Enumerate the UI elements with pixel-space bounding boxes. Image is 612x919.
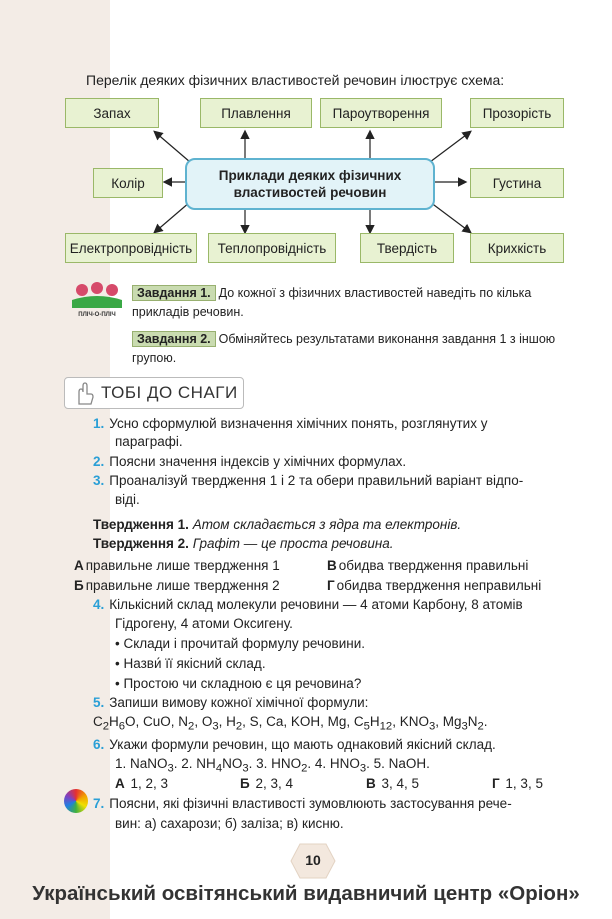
property-box: Густина	[470, 168, 564, 198]
task-label: Завдання 1.	[132, 285, 216, 301]
question-2	[93, 452, 406, 472]
statement-1: Твердження 1. Атом складається з ядра та електронів.	[93, 517, 462, 532]
question-number: 2.	[93, 454, 105, 469]
question-number: 6.	[93, 737, 105, 752]
question-number: 7.	[93, 796, 105, 811]
answer-b: Б 2, 3, 4	[240, 776, 293, 791]
group-work-icon	[68, 276, 126, 318]
color-wheel-icon	[64, 789, 88, 813]
page-number	[290, 843, 336, 879]
question-7-cont: вин: а) сахарози; б) заліза; в) кисню.	[115, 816, 344, 831]
property-box: Прозорість	[470, 98, 564, 128]
property-box: Пароутворення	[320, 98, 442, 128]
center-line: Приклади деяких фізичних	[218, 168, 402, 183]
question-text: Кількісний склад молекули речовини — 4 атоми Карбону, 8 атомів	[109, 597, 523, 612]
group-work-icon-text: ПЛІЧ-О-ПЛІЧ	[78, 312, 116, 318]
task-text: До кожної з фізичних властивостей наведіть по кілька прикладів речовин.	[132, 286, 532, 319]
page-number-text: 10	[305, 852, 321, 868]
center-line: властивостей речовин	[233, 185, 387, 200]
property-box: Електропровідність	[65, 233, 197, 263]
question-4-cont: Гідрогену, 4 атоми Оксигену.	[115, 616, 293, 631]
formula-options: 1. NaNO$_3$. 2. $NH_4NO_3$. 3. $HNO_2$. 4. $HNO_3$. 5. NaOH.	[115, 756, 430, 775]
option-a: А правильне лише твердження 1	[74, 558, 280, 573]
property-box: Крихкість	[470, 233, 564, 263]
question-text: Усно сформулюй визначення хімічних понять, розглянутих у	[109, 416, 488, 431]
question-1	[93, 414, 487, 434]
question-text: Запиши вимову кожної хімічної формули:	[109, 695, 369, 710]
diagram-center	[185, 158, 435, 210]
formula-list: $C_2H_6O$, CuO, $N_2$, $O_3$, $H_2$, S, Ca, KOH, Mg, $C_5H_{12}$, $KNO_3$, $Mg_3N_2$.	[93, 714, 488, 733]
question-4	[93, 595, 523, 615]
question-3	[93, 471, 523, 491]
question-text: Укажи формули речовин, що мають однаковий якісний склад.	[109, 737, 496, 752]
question-text: Поясни, які фізичні властивості зумовлюють застосування рече-	[109, 796, 512, 811]
task-2	[132, 330, 562, 368]
statement-2: Твердження 2. Графіт — це проста речовина.	[93, 536, 394, 551]
question-3-cont: віді.	[115, 492, 140, 507]
answer-v: В 3, 4, 5	[366, 776, 420, 791]
bullet-item: • Простою чи складною є ця речовина?	[115, 676, 362, 691]
question-number: 1.	[93, 416, 105, 431]
intro-text: Перелік деяких фізичних властивостей речовин ілюструє схема:	[86, 72, 505, 88]
answer-a: А 1, 2, 3	[115, 776, 169, 791]
publisher-footer: Український освітянський видавничий центр «Оріон»	[32, 882, 580, 905]
task-1	[132, 284, 562, 322]
question-number: 5.	[93, 695, 105, 710]
section-header	[64, 377, 244, 409]
question-text: Проаналізуй твердження 1 і 2 та обери правильний варіант відпо-	[109, 473, 524, 488]
property-box: Запах	[65, 98, 159, 128]
property-box: Колір	[93, 168, 163, 198]
question-6	[93, 735, 496, 755]
option-v: В обидва твердження правильні	[327, 558, 529, 573]
bullet-item: • Назви́ її якісний склад.	[115, 656, 266, 671]
question-text: Поясни значення індексів у хімічних формулах.	[109, 454, 407, 469]
question-7	[93, 794, 512, 814]
pointing-hand-icon	[71, 380, 95, 406]
section-title: ТОБІ ДО СНАГИ	[101, 383, 238, 402]
bullet-item: • Склади і прочитай формулу речовини.	[115, 636, 365, 651]
property-box: Твердість	[360, 233, 454, 263]
properties-diagram	[60, 92, 570, 267]
question-number: 4.	[93, 597, 105, 612]
task-label: Завдання 2.	[132, 331, 216, 347]
option-b: Б правильне лише твердження 2	[74, 578, 280, 593]
option-g: Г обидва твердження неправильні	[327, 578, 542, 593]
property-box: Теплопровідність	[208, 233, 336, 263]
question-1-cont: параграфі.	[115, 434, 183, 449]
property-box: Плавлення	[200, 98, 312, 128]
answer-g: Г 1, 3, 5	[492, 776, 543, 791]
task-text: Обміняйтесь результатами виконання завдання 1 з іншою групою.	[132, 332, 556, 365]
question-number: 3.	[93, 473, 105, 488]
question-5	[93, 693, 368, 713]
